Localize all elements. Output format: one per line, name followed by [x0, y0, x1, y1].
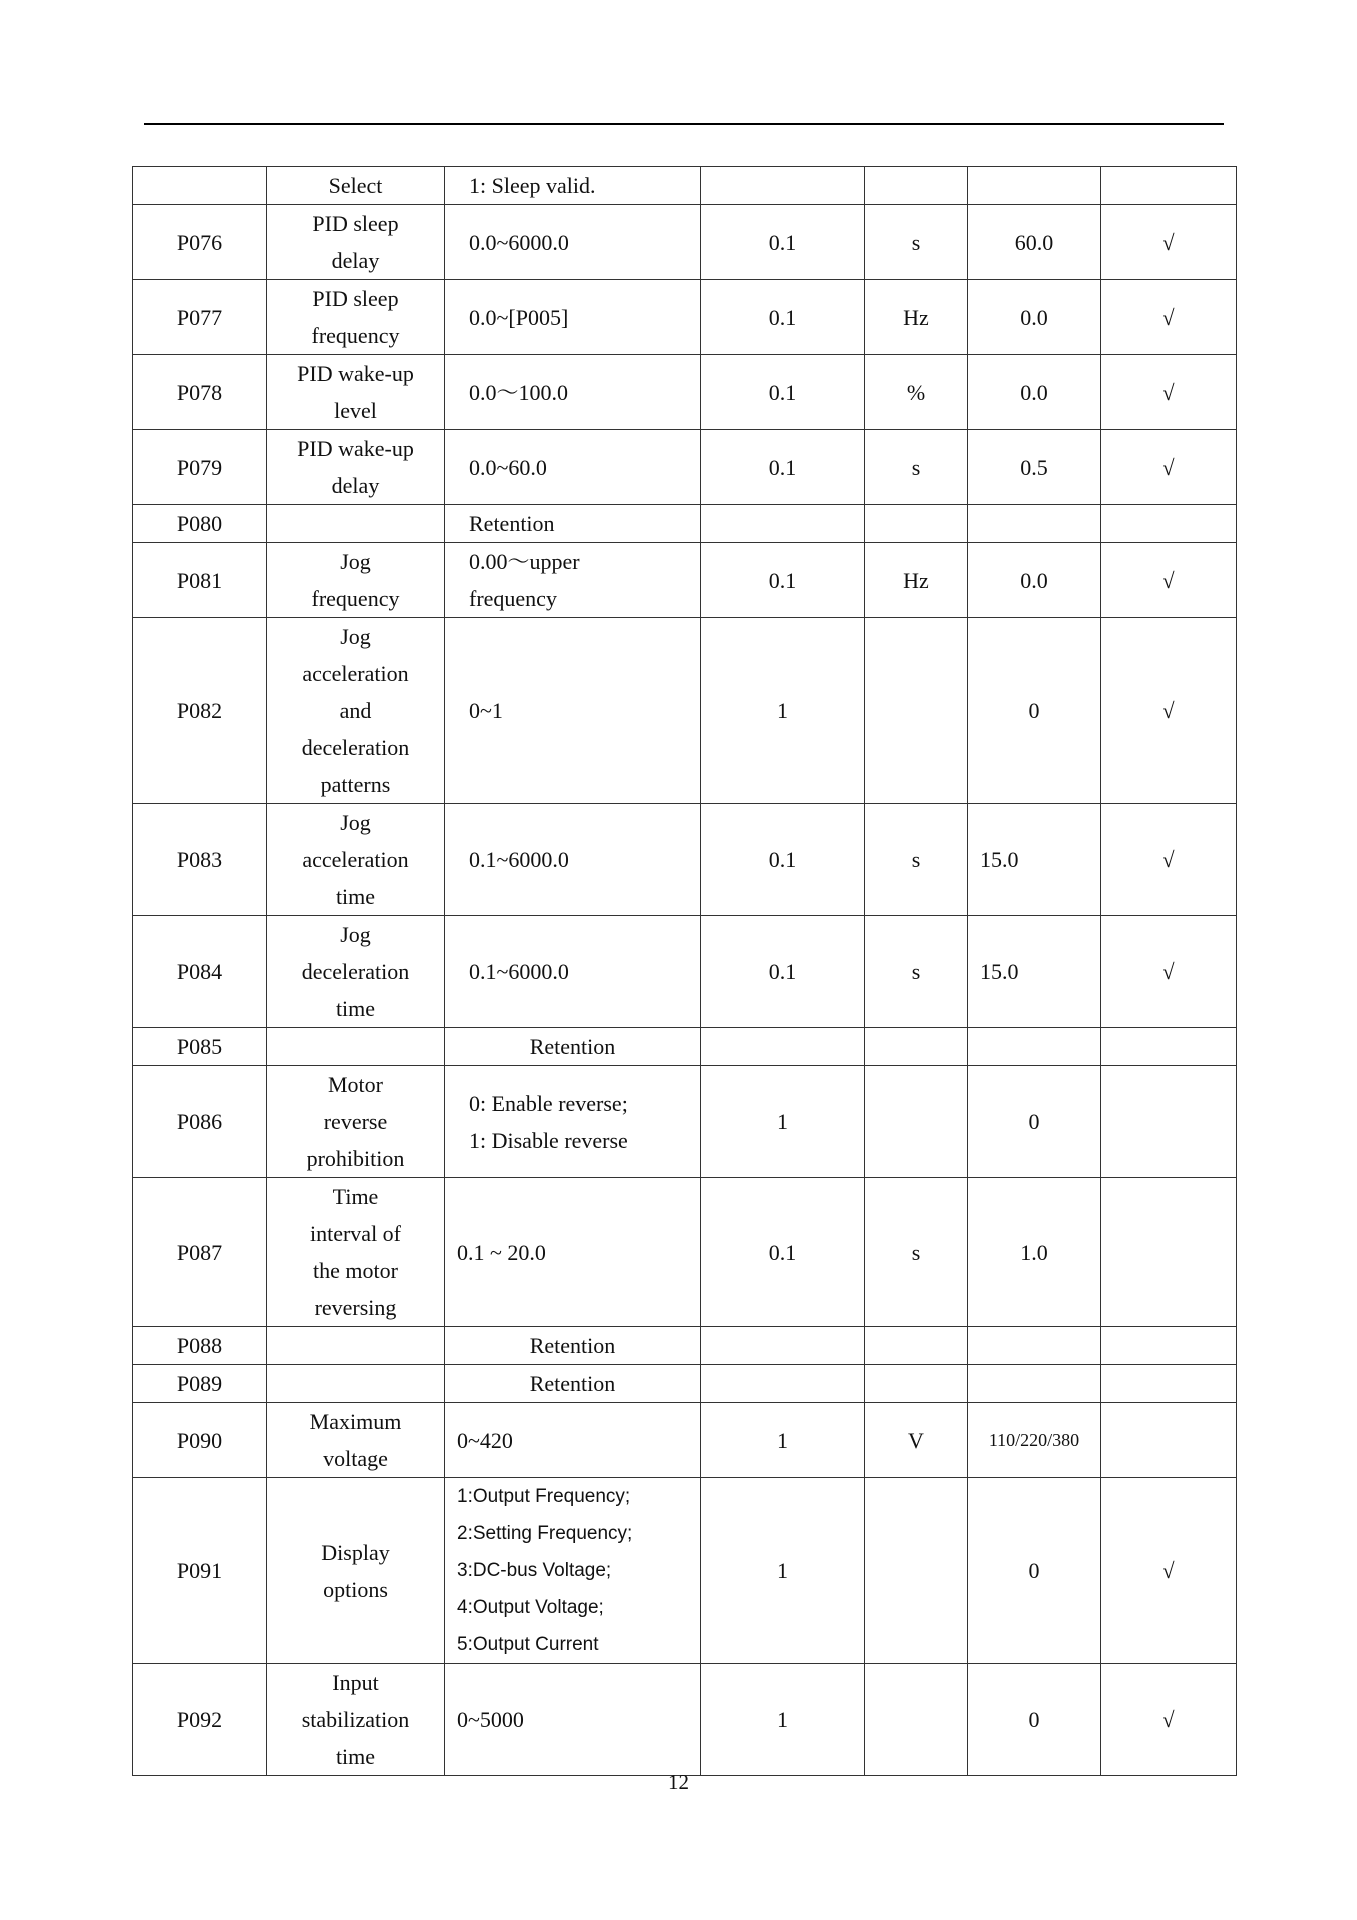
param-default: 0: [968, 618, 1101, 804]
param-code: P085: [133, 1028, 267, 1066]
param-default: 0.0: [968, 355, 1101, 430]
param-default: 15.0: [968, 916, 1101, 1028]
param-step: 0.1: [701, 1178, 865, 1327]
param-modifiable: √: [1101, 1478, 1237, 1664]
param-unit: [865, 1365, 968, 1403]
param-step: [701, 1327, 865, 1365]
param-step: 1: [701, 1066, 865, 1178]
param-code: P092: [133, 1664, 267, 1776]
param-unit: [865, 1478, 968, 1664]
param-modifiable: [1101, 1365, 1237, 1403]
param-modifiable: [1101, 1178, 1237, 1327]
param-modifiable: √: [1101, 804, 1237, 916]
page-number: 12: [668, 1770, 689, 1794]
param-code: P080: [133, 505, 267, 543]
param-code: P091: [133, 1478, 267, 1664]
param-modifiable: [1101, 1403, 1237, 1478]
param-range: 0.0~60.0: [445, 430, 701, 505]
param-unit: s: [865, 205, 968, 280]
param-name: Input stabilization time: [267, 1664, 445, 1776]
param-default: [968, 1365, 1101, 1403]
param-modifiable: √: [1101, 280, 1237, 355]
param-default: [968, 1028, 1101, 1066]
param-unit: Hz: [865, 280, 968, 355]
param-modifiable: √: [1101, 205, 1237, 280]
param-step: 1: [701, 618, 865, 804]
param-default: [968, 1327, 1101, 1365]
param-step: 0.1: [701, 916, 865, 1028]
param-modifiable: √: [1101, 618, 1237, 804]
table-row: [133, 167, 1237, 205]
param-default: [968, 505, 1101, 543]
param-unit: s: [865, 430, 968, 505]
param-modifiable: [1101, 167, 1237, 205]
param-name: Display options: [267, 1478, 445, 1664]
param-name: [267, 1327, 445, 1365]
param-default: 1.0: [968, 1178, 1101, 1327]
param-range: 0~1: [445, 618, 701, 804]
param-code: P082: [133, 618, 267, 804]
table-row: [133, 804, 1237, 916]
table-row: [133, 355, 1237, 430]
table-row: [133, 505, 1237, 543]
table-row: [133, 1327, 1237, 1365]
param-range: 0.0~[P005]: [445, 280, 701, 355]
param-default: [968, 167, 1101, 205]
param-step: 1: [701, 1478, 865, 1664]
param-name: PID wake-up delay: [267, 430, 445, 505]
param-name: Time interval of the motor reversing: [267, 1178, 445, 1327]
parameter-table: [132, 166, 1237, 1776]
param-code: P077: [133, 280, 267, 355]
param-unit: [865, 1664, 968, 1776]
param-default: 60.0: [968, 205, 1101, 280]
param-modifiable: √: [1101, 355, 1237, 430]
param-code: P079: [133, 430, 267, 505]
param-step: [701, 167, 865, 205]
table-row: [133, 916, 1237, 1028]
param-default: 0: [968, 1066, 1101, 1178]
param-retention: Retention: [445, 1028, 701, 1066]
table-row: [133, 1403, 1237, 1478]
param-default: 0.0: [968, 280, 1101, 355]
param-code: P078: [133, 355, 267, 430]
param-modifiable: √: [1101, 543, 1237, 618]
param-step: 0.1: [701, 280, 865, 355]
table-row: [133, 430, 1237, 505]
param-modifiable: [1101, 1327, 1237, 1365]
param-default: 15.0: [968, 804, 1101, 916]
param-range: 0: Enable reverse; 1: Disable reverse: [445, 1066, 701, 1178]
param-name: [267, 505, 445, 543]
param-unit: [865, 505, 968, 543]
param-code: P086: [133, 1066, 267, 1178]
param-unit: V: [865, 1403, 968, 1478]
param-step: 0.1: [701, 430, 865, 505]
param-name: Select: [267, 167, 445, 205]
param-code: P076: [133, 205, 267, 280]
table-row: [133, 618, 1237, 804]
param-default: 0: [968, 1664, 1101, 1776]
param-unit: s: [865, 1178, 968, 1327]
table-row: [133, 280, 1237, 355]
param-unit: [865, 167, 968, 205]
param-range: 0.1~6000.0: [445, 804, 701, 916]
param-default: 0.5: [968, 430, 1101, 505]
param-unit: [865, 618, 968, 804]
param-code: P087: [133, 1178, 267, 1327]
table-row: [133, 1664, 1237, 1776]
param-range: 0.0～100.0: [445, 355, 701, 430]
param-range: 0.1 ~ 20.0: [445, 1178, 701, 1327]
param-name: Jog acceleration time: [267, 804, 445, 916]
param-code: P088: [133, 1327, 267, 1365]
param-code: P090: [133, 1403, 267, 1478]
param-modifiable: [1101, 1028, 1237, 1066]
param-modifiable: √: [1101, 916, 1237, 1028]
param-name: PID wake-up level: [267, 355, 445, 430]
param-range: 1:Output Frequency; 2:Setting Frequency; 3:DC-bus Voltage; 4:Output Voltage; 5:Output Current: [445, 1478, 701, 1664]
param-retention: Retention: [445, 505, 701, 543]
param-step: [701, 1028, 865, 1066]
param-default: 0.0: [968, 543, 1101, 618]
param-range: 0.0~6000.0: [445, 205, 701, 280]
param-step: [701, 505, 865, 543]
table-row: [133, 1028, 1237, 1066]
param-step: 1: [701, 1664, 865, 1776]
param-name: Motor reverse prohibition: [267, 1066, 445, 1178]
param-step: 0.1: [701, 804, 865, 916]
param-retention: Retention: [445, 1327, 701, 1365]
param-modifiable: [1101, 1066, 1237, 1178]
param-unit: s: [865, 804, 968, 916]
param-name: PID sleep delay: [267, 205, 445, 280]
param-unit: Hz: [865, 543, 968, 618]
param-step: 0.1: [701, 355, 865, 430]
header-rule: [144, 123, 1224, 125]
param-name: Jog frequency: [267, 543, 445, 618]
param-name: PID sleep frequency: [267, 280, 445, 355]
param-default: 110/220/380: [968, 1403, 1101, 1478]
param-step: [701, 1365, 865, 1403]
param-modifiable: √: [1101, 1664, 1237, 1776]
param-range: 0~5000: [445, 1664, 701, 1776]
table-row: [133, 1066, 1237, 1178]
param-range: 0~420: [445, 1403, 701, 1478]
param-unit: [865, 1028, 968, 1066]
param-code: [133, 167, 267, 205]
param-code: P081: [133, 543, 267, 618]
param-modifiable: √: [1101, 430, 1237, 505]
param-unit: s: [865, 916, 968, 1028]
param-step: 0.1: [701, 543, 865, 618]
param-range: 1: Sleep valid.: [445, 167, 701, 205]
table-row: [133, 1365, 1237, 1403]
param-retention: Retention: [445, 1365, 701, 1403]
param-unit: [865, 1327, 968, 1365]
param-name: Maximum voltage: [267, 1403, 445, 1478]
param-modifiable: [1101, 505, 1237, 543]
table-row: [133, 543, 1237, 618]
param-unit: %: [865, 355, 968, 430]
param-name: Jog acceleration and deceleration patterns: [267, 618, 445, 804]
param-name: [267, 1365, 445, 1403]
param-range: 0.1~6000.0: [445, 916, 701, 1028]
param-unit: [865, 1066, 968, 1178]
param-code: P084: [133, 916, 267, 1028]
table-row: [133, 205, 1237, 280]
param-default: 0: [968, 1478, 1101, 1664]
param-name: Jog deceleration time: [267, 916, 445, 1028]
param-range: 0.00～upper frequency: [445, 543, 701, 618]
param-name: [267, 1028, 445, 1066]
table-row: [133, 1178, 1237, 1327]
param-code: P089: [133, 1365, 267, 1403]
param-step: 0.1: [701, 205, 865, 280]
table-row: [133, 1478, 1237, 1664]
param-step: 1: [701, 1403, 865, 1478]
param-code: P083: [133, 804, 267, 916]
